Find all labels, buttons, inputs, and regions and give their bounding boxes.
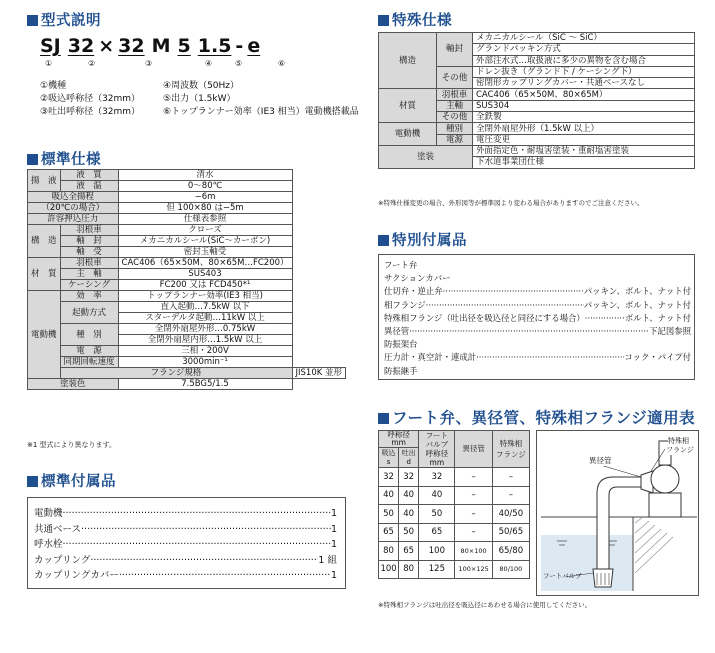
spec-label: 吸込全揚程 [28,192,119,203]
spec-value: 外面指定色・耐塩害塗装・重耐塩害塗装 [473,145,695,156]
special-accessories-box [378,254,695,380]
standard-spec-title: 標準仕様 [27,148,101,169]
spec-label: 電動機 [28,291,61,379]
spec-label: 構造 [379,33,437,89]
model-num-2: ② [88,59,96,68]
spec-value: メカニカルシール(SiC〜カーボン) [118,236,292,247]
special-accessory-name: 相フランジ [384,299,426,310]
special-accessory-value: パッキン、ボルト、ナット付 [583,286,691,297]
special-accessory-value: コック・パイプ付 [624,352,691,363]
spec-sublabel: 軸 受 [60,247,118,258]
special-accessory-name: 圧力計・真空計・連成計 [384,352,477,363]
spec-label: 塗装 [379,145,473,168]
spec-sublabel: 同期回転速度 [60,357,118,368]
special-accessory-row [384,259,691,272]
dot-leader [409,325,649,338]
spec-sublabel: 主 軸 [60,269,118,280]
spec-sublabel: 主軸 [437,100,473,111]
spec-label: フランジ規格 [60,368,292,379]
dot-leader [443,285,584,298]
spec-value: JIS10K 並形 [292,368,346,379]
special-accessory-row [384,365,691,378]
dot-leader [81,522,331,538]
model-num-5: ⑤ [235,59,243,68]
square-bullet-icon [27,154,38,165]
spec-label: 材 質 [28,258,61,291]
table-cell: – [455,523,492,542]
spec-value: グランドパッキン方式 [473,44,695,55]
model-num-6: ⑥ [278,59,286,68]
table-row [379,486,530,505]
model-legend-right [163,80,359,119]
special-accessory-row [384,325,691,338]
header-cell: 特殊相 フランジ [492,431,529,468]
dot-leader [63,537,331,553]
table-cell: 32 [379,468,399,487]
spec-value: 3000min⁻¹ [118,357,292,368]
table-cell: – [455,486,492,505]
table-cell: 100 [379,560,399,579]
model-num-1: ① [45,59,53,68]
spec-value: クローズ [118,225,292,236]
legend-item: ①機種 [40,81,67,91]
standard-spec-table [27,169,346,390]
spec-value: −6m [118,192,292,203]
special-accessory-name: 防振架台 [384,339,418,350]
spec-value: SUS403 [118,269,292,280]
model-section-title: 型式説明 [27,9,101,30]
ground-hatch [635,517,673,573]
spec-sublabel: 電 源 [60,346,118,357]
accessory-qty: 1 [330,570,337,582]
spec-value: 清水 [118,170,292,181]
special-accessory-value: ボルト、ナット付 [624,312,691,323]
model-code-part: 32 [67,35,95,57]
special-accessory-row [384,299,691,312]
table-cell: 32 [399,468,419,487]
special-accessory-name: フート弁 [384,260,418,270]
foot-valve-label: フートバルブ [543,572,582,580]
spec-value: トップランナー効率(IE3 相当) [118,291,292,302]
table-cell: 32 [419,468,455,487]
model-code-part: - [235,35,244,57]
accessory-row [34,537,337,553]
table-row [379,560,530,579]
legend-item: ④周波数（50Hz） [163,81,240,91]
spec-value: 全閉外扇屋外形（1.5kW 以上） [473,123,695,134]
spec-sublabel: 液 温 [60,181,118,192]
spec-sublabel: 電源 [437,134,473,145]
accessory-row [34,506,337,522]
accessory-name: 共通ベース [34,523,82,535]
special-accessory-name: 仕切弁・逆止弁 [384,286,443,297]
spec-sublabel: その他 [437,112,473,123]
special-accessories-title: 特別付属品 [378,229,467,250]
water-area [541,535,633,591]
model-num-4: ④ [205,59,213,68]
table-row [379,542,530,561]
model-code-part: M [151,35,171,57]
reducer-label: 異径管 [589,456,612,465]
accessory-qty: 1 組 [318,554,337,566]
special-accessory-row [384,351,691,364]
model-code-part: 32 [118,35,145,57]
special-accessory-row [384,285,691,298]
table-cell: 65 [419,523,455,542]
spec-label: 電動機 [379,123,437,146]
spec-sublabel: 種 別 [60,324,118,346]
special-accessory-value: パッキン、ボルト、ナット付 [583,299,691,310]
accessory-row [34,522,337,538]
spec-sublabel: 羽根車 [437,89,473,100]
special-flange-label-2: フランジ [666,446,694,454]
special-accessory-name: 防振継手 [384,365,418,376]
table-cell: 50 [419,505,455,524]
model-code-part: 5 [177,35,191,57]
table-cell: 65 [379,523,399,542]
square-bullet-icon [378,15,389,26]
spec-value: 外部注水式…取扱液に多少の異物を含む場合 [473,55,695,66]
legend-item: ③吐出呼称径（32mm） [40,107,141,117]
spec-label: （20℃の場合） [28,203,119,214]
accessory-qty: 1 [330,539,337,551]
table-cell: 80×100 [455,542,492,561]
model-code-part: SJ [40,35,61,57]
table-cell: 100 [419,542,455,561]
special-accessory-row [384,312,691,325]
accessory-name: 呼水栓 [34,539,63,551]
table-cell: 40 [419,486,455,505]
legend-item: ②吸込呼称径（32mm） [40,94,141,104]
table-cell: 40 [399,505,419,524]
standard-spec-note: ※1 型式により異なります。 [27,441,116,449]
table-cell: 65/80 [492,542,529,561]
accessory-row [34,553,337,569]
special-spec-title: 特殊仕様 [378,9,452,30]
dot-leader [426,299,584,312]
spec-sublabel: 羽根車 [60,258,118,269]
model-code-part: 1.5 [197,35,232,57]
special-spec-table [378,32,695,169]
model-num-3: ③ [145,59,153,68]
dot-leader [585,312,625,325]
spec-label: 材質 [379,89,437,123]
foot-valve [593,569,613,587]
dot-leader [119,568,331,584]
spec-sublabel: 効 率 [60,291,118,302]
spec-sublabel: 軸 封 [60,236,118,247]
accessory-row [34,568,337,584]
spec-value: CAC406（65×50M、80×65M） [473,89,695,100]
spec-value: 0〜80℃ [118,181,292,192]
dot-leader [63,506,331,522]
table-cell: 50 [399,523,419,542]
table-cell: – [455,505,492,524]
table-cell: 80 [379,542,399,561]
table-row [379,505,530,524]
spec-value: FC200 又は FCD450*¹ [118,280,292,291]
accessory-name: カップリングカバー [34,570,119,582]
special-accessory-name: 特殊相フランジ（吐出径を吸込径と同径にする場合） [384,312,585,323]
spec-value: SUS304 [473,100,695,111]
spec-value: 仕様表参照 [118,214,292,225]
table-cell: 50 [379,505,399,524]
legend-item: ⑤出力（1.5kW） [163,94,236,104]
table-cell: 80 [399,560,419,579]
spec-sublabel: 軸封 [437,33,473,67]
square-bullet-icon [378,413,389,424]
spec-label: 構 造 [28,225,61,258]
table-cell: 50/65 [492,523,529,542]
table-cell: 100×125 [455,560,492,579]
standard-accessories-box [27,497,346,589]
special-accessory-name: サクションカバー [384,273,451,284]
special-accessory-row [384,338,691,351]
table-cell: 65 [399,542,419,561]
pump-casing [651,465,679,493]
table-cell: 40 [379,486,399,505]
square-bullet-icon [27,15,38,26]
table-cell: 40/50 [492,505,529,524]
dot-leader [90,553,318,569]
spec-label: 揚 液 [28,170,61,192]
accessory-qty: 1 [330,508,337,519]
table-row [379,523,530,542]
accessory-qty: 1 [330,523,337,535]
spec-value: スターデルタ起動…11kW 以上 [118,313,292,324]
square-bullet-icon [27,476,38,487]
special-spec-note: ※特殊仕様変更の場合、外形図等が標準図より変わる場合がありますのでご注意ください。 [378,199,644,207]
table-cell: 125 [419,560,455,579]
foot-valve-title: フート弁、異径管、特殊相フランジ適用表 [378,406,695,428]
spec-value: 直入起動…7.5kW 以下 [118,302,292,313]
special-flange-label-1: 特殊相 [668,437,689,445]
spec-value: 密閉形カップリングカバー・共通ベースなし [473,78,695,89]
special-accessory-value: 下記図参照 [649,326,691,337]
table-cell: – [492,486,529,505]
spec-value: 全鉄製 [473,112,695,123]
standard-accessories-title: 標準付属品 [27,470,116,491]
spec-label: 塗装色 [28,379,119,390]
special-accessory-row [384,272,691,285]
spec-sublabel: 種別 [437,123,473,134]
spec-sublabel: ケーシング [60,280,118,291]
legend-item: ⑥トップランナー効率（IE3 相当）電動機搭載品 [163,107,359,117]
spec-value: ドレン抜き（グランド下 / ケーシング下） [473,66,695,77]
spec-sublabel: 起動方式 [60,302,118,324]
model-code-part: e [247,35,261,57]
spec-value: 三相・200V [118,346,292,357]
accessory-name: カップリング [34,554,91,566]
spec-value: CAC406（65×50M、80×65M…FC200） [118,258,292,269]
spec-value: 密封玉軸受 [118,247,292,258]
header-cell: 吐出 d [399,448,419,468]
spec-value: 但 100×80 は−5m [118,203,292,214]
square-bullet-icon [378,235,389,246]
model-legend-left [40,80,140,119]
foot-valve-table [378,430,530,579]
dot-leader [476,351,624,364]
pump-base [649,493,681,517]
table-row [379,468,530,487]
model-code [40,35,260,57]
spec-sublabel: その他 [437,66,473,89]
header-cell: 吸込 s [379,448,399,468]
spec-label: 許容押込圧力 [28,214,119,225]
spec-value: 下水道事業団仕様 [473,157,695,168]
foot-valve-note: ※特殊相フランジは吐出径を吸込径にあわせる場合に使用してください。 [378,601,592,609]
spec-value: 電圧変更 [473,134,695,145]
table-cell: – [492,468,529,487]
header-cell: 呼称径 mm [379,431,419,448]
table-cell: 80/100 [492,560,529,579]
model-code-part: × [98,35,115,57]
spec-value: 全閉外扇屋外形…0.75kW [118,324,292,335]
header-cell: 異径管 [455,431,492,468]
special-accessory-name: 異径管 [384,326,410,337]
table-cell: 40 [399,486,419,505]
table-cell: – [455,468,492,487]
header-cell: フート バルブ 呼称径 mm [419,431,455,468]
spec-sublabel: 羽根車 [60,225,118,236]
spec-value: 7.5BG5/1.5 [118,379,292,390]
accessory-name: 電動機 [34,508,63,519]
piping-diagram [536,430,699,596]
spec-value: メカニカルシール（SiC 〜 SiC） [473,33,695,44]
spec-value: 全閉外扇屋内形…1.5kW 以上 [118,335,292,346]
spec-sublabel: 液 質 [60,170,118,181]
